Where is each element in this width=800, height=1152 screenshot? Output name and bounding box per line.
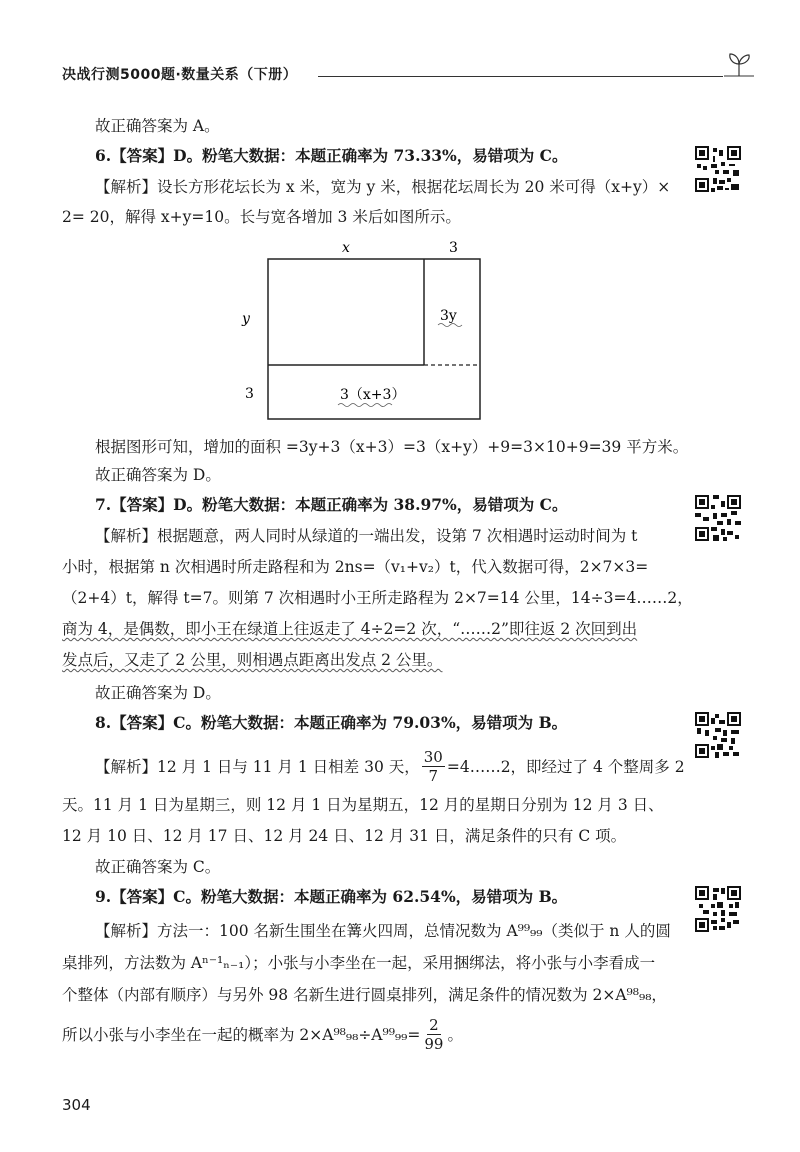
answer-line: 故正确答案为 D。 (95, 466, 221, 484)
fraction-denominator: 7 (428, 767, 439, 785)
fraction-2-99 (422, 1016, 445, 1053)
explanation-line: 个整体（内部有顺序）与另外 98 名新生进行圆桌排列，满足条件的情况数为 2×A⁹⁸₉₈， (62, 986, 667, 1004)
label-x: x (342, 240, 350, 256)
explanation-line: （2+4）t，解得 t=7。则第 7 次相遇时小王所走路程为 2×7=14 公里，14÷3=4……2， (62, 589, 693, 607)
explanation-line: 桌排列，方法数为 Aⁿ⁻¹ₙ₋₁）；小张与小李坐在一起，采用捆绑法，将小张与小李看成一 (62, 954, 656, 972)
explanation-line: 小时，根据第 n 次相遇时所走路程和为 2ns=（v₁+v₂）t，代入数据可得，2×7×3= (62, 558, 649, 576)
explanation-line: 根据图形可知，增加的面积 =3y+3（x+3）=3（x+y）+9=3×10+9=39 平方米。 (95, 438, 689, 456)
label-3y: 3y (440, 308, 457, 324)
fraction-numerator: 30 (423, 748, 443, 766)
explanation-line: 商为 4，是偶数，即小王在绿道上往返走了 4÷2=2 次，“……2”即往返 2 次回到出 (62, 620, 638, 638)
rectangle-diagram (230, 235, 490, 425)
running-header: 决战行测5000题·数量关系（下册） (62, 67, 298, 83)
explanation-line: 2= 20，解得 x+y=10。长与宽各增加 3 米后如图所示。 (62, 208, 461, 226)
qr-code-icon[interactable] (693, 710, 743, 760)
leaf-icon (722, 50, 756, 80)
qr-code-icon[interactable] (693, 884, 743, 934)
page-number: 304 (62, 1096, 91, 1114)
explanation-line: 12 月 10 日、12 月 17 日、12 月 24 日、12 月 31 日，满足条件的只有 C 项。 (62, 827, 627, 845)
fraction-30-7 (422, 748, 445, 785)
answer-line: 故正确答案为 D。 (95, 684, 221, 702)
qr-code-icon[interactable] (693, 144, 743, 194)
question-9-answer: 9.【答案】C。粉笔大数据：本题正确率为 62.54%，易错项为 B。 (95, 887, 568, 906)
label-3-left: 3 (245, 386, 254, 402)
text-segment: 所以小张与小李坐在一起的概率为 2×A⁹⁸₉₈÷A⁹⁹₉₉= (62, 1025, 421, 1044)
question-7-answer: 7.【答案】D。粉笔大数据：本题正确率为 38.97%，易错项为 C。 (95, 495, 568, 514)
label-3-top: 3 (449, 240, 458, 256)
explanation-line: 发点后，又走了 2 公里，则相遇点距离出发点 2 公里。 (62, 651, 443, 669)
header-rule (318, 76, 723, 77)
answer-line: 故正确答案为 C。 (95, 858, 221, 876)
explanation-line: 【解析】方法一：100 名新生围坐在篝火四周，总情况数为 A⁹⁹₉₉（类似于 n 人的圆 (95, 922, 671, 940)
explanation-line-fraction (62, 1016, 463, 1053)
explanation-line: 【解析】根据题意，两人同时从绿道的一端出发，设第 7 次相遇时运动时间为 t (95, 527, 638, 545)
explanation-line-fraction (95, 748, 685, 785)
fraction-numerator: 2 (429, 1016, 439, 1034)
fraction-denominator: 99 (424, 1035, 444, 1053)
text-segment: 。 (447, 1025, 463, 1044)
explanation-line: 【解析】设长方形花坛长为 x 米，宽为 y 米，根据花坛周长为 20 米可得（x+y）× (95, 178, 671, 196)
question-8-answer: 8.【答案】C。粉笔大数据：本题正确率为 79.03%，易错项为 B。 (95, 713, 568, 732)
text-segment: =4……2，即经过了 4 个整周多 2 (446, 757, 685, 776)
label-y: y (242, 311, 250, 327)
text-segment: 【解析】12 月 1 日与 11 月 1 日相差 30 天， (95, 757, 420, 776)
label-3x3: 3（x+3） (340, 387, 406, 403)
question-6-answer: 6.【答案】D。粉笔大数据：本题正确率为 73.33%，易错项为 C。 (95, 146, 568, 165)
explanation-line: 天。11 月 1 日为星期三，则 12 月 1 日为星期五，12 月的星期日分别为 12 月 3 日、 (62, 796, 664, 814)
answer-line: 故正确答案为 A。 (95, 117, 220, 135)
qr-code-icon[interactable] (693, 493, 743, 543)
